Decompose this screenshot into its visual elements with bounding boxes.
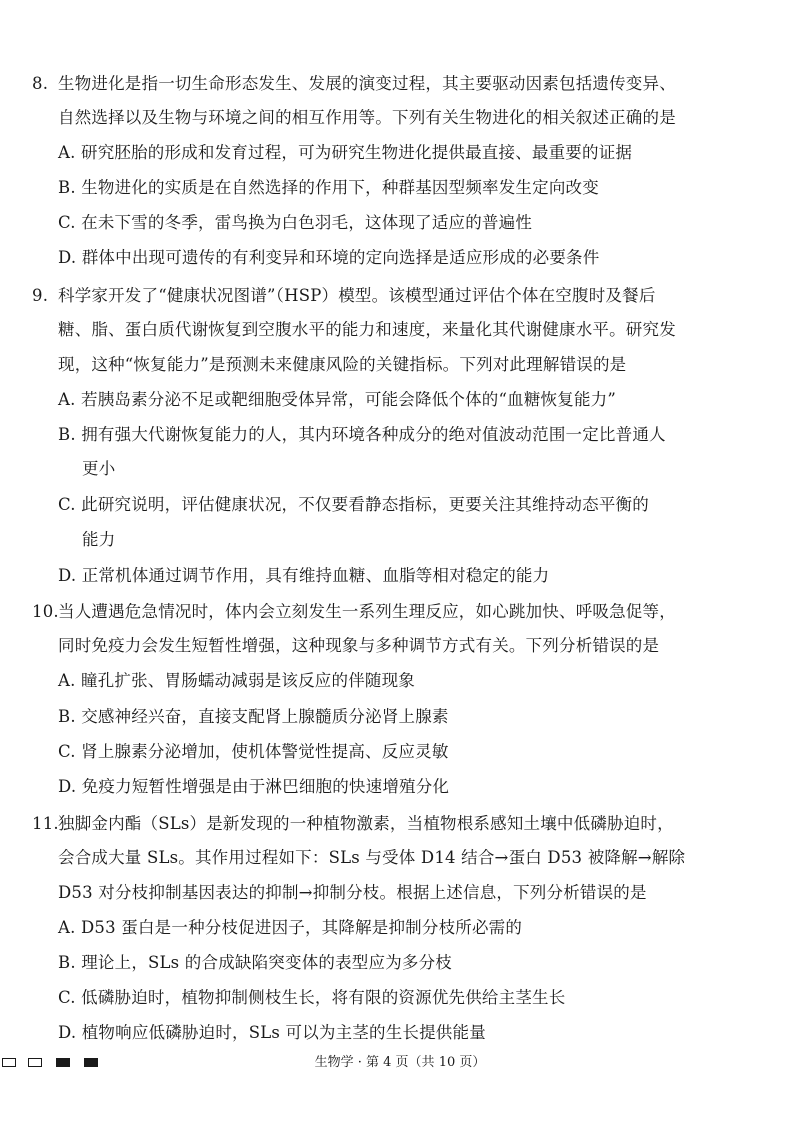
question-10-number: 10.	[32, 602, 59, 621]
question-9-option-d: D. 正常机体通过调节作用，具有维持血糖、血脂等相对稳定的能力	[58, 566, 550, 585]
question-11-option-b: B. 理论上，SLs 的合成缺陷突变体的表型应为多分枝	[58, 953, 452, 972]
question-9-option-b-continued: 更小	[82, 459, 116, 478]
question-11-stem-line-2: 会合成大量 SLs。其作用过程如下：SLs 与受体 D14 结合→蛋白 D53 被降解→解除	[58, 848, 686, 867]
question-11-number: 11.	[32, 814, 59, 833]
question-9-option-a: A. 若胰岛素分泌不足或靶细胞受体异常，可能会降低个体的“血糖恢复能力”	[58, 390, 616, 409]
question-8-stem-line-1: 8. 生物进化是指一切生命形态发生、发展的演变过程，其主要驱动因素包括遗传变异、	[32, 72, 676, 96]
question-9-stem-line-2: 糖、脂、蛋白质代谢恢复到空腹水平的能力和速度，来量化其代谢健康水平。研究发	[58, 320, 676, 339]
question-10-option-a: A. 瞳孔扩张、胃肠蠕动减弱是该反应的伴随现象	[58, 671, 416, 690]
question-11-option-a: A. D53 蛋白是一种分枝促进因子，其降解是抑制分枝所必需的	[58, 918, 523, 937]
question-8-number: 8.	[32, 74, 49, 93]
page-footer	[0, 1052, 800, 1076]
question-8-option-a: A. 研究胚胎的形成和发育过程，可为研究生物进化提供最直接、最重要的证据	[58, 143, 633, 162]
question-11-stem-line-1: 11.独脚金内酯（SLs）是新发现的一种植物激素，当植物根系感知土壤中低磷胁迫时，	[32, 812, 674, 836]
question-10-stem-line-2: 同时免疫力会发生短暂性增强，这种现象与多种调节方式有关。下列分析错误的是	[58, 636, 660, 655]
question-10-option-d: D. 免疫力短暂性增强是由于淋巴细胞的快速增殖分化	[58, 777, 450, 796]
question-9-option-c-continued: 能力	[82, 530, 116, 549]
question-8-stem-line-2: 自然选择以及生物与环境之间的相互作用等。下列有关生物进化的相关叙述正确的是	[58, 108, 676, 127]
question-10-option-c: C. 肾上腺素分泌增加，使机体警觉性提高、反应灵敏	[58, 742, 449, 761]
page-number: 生物学 · 第 4 页（共 10 页）	[314, 1055, 486, 1070]
question-9-option-c: C. 此研究说明，评估健康状况，不仅要看静态指标，更要关注其维持动态平衡的	[58, 495, 649, 514]
question-9-stem-line-1: 9. 科学家开发了“健康状况图谱”（HSP）模型。该模型通过评估个体在空腹时及餐后	[32, 284, 656, 308]
question-9-stem-line-3: 现，这种“恢复能力”是预测未来健康风险的关键指标。下列对此理解错误的是	[58, 355, 627, 374]
question-8-option-c: C. 在未下雪的冬季，雷鸟换为白色羽毛，这体现了适应的普遍性	[58, 213, 533, 232]
question-8-option-d: D. 群体中出现可遗传的有利变异和环境的定向选择是适应形成的必要条件	[58, 248, 600, 267]
question-9-option-b: B. 拥有强大代谢恢复能力的人，其内环境各种成分的绝对值波动范围一定比普通人	[58, 425, 666, 444]
question-10-stem-line-1: 10.当人遭遇危急情况时，体内会立刻发生一系列生理反应，如心跳加快、呼吸急促等，	[32, 600, 676, 624]
question-8-option-b: B. 生物进化的实质是在自然选择的作用下，种群基因型频率发生定向改变	[58, 178, 599, 197]
question-11-option-d: D. 植物响应低磷胁迫时，SLs 可以为主茎的生长提供能量	[58, 1023, 486, 1042]
question-11-stem-line-3: D53 对分枝抑制基因表达的抑制→抑制分枝。根据上述信息，下列分析错误的是	[58, 883, 647, 902]
question-10-option-b: B. 交感神经兴奋，直接支配肾上腺髓质分泌肾上腺素	[58, 707, 449, 726]
question-11-option-c: C. 低磷胁迫时，植物抑制侧枝生长，将有限的资源优先供给主茎生长	[58, 988, 566, 1007]
question-9-number: 9.	[32, 286, 49, 305]
